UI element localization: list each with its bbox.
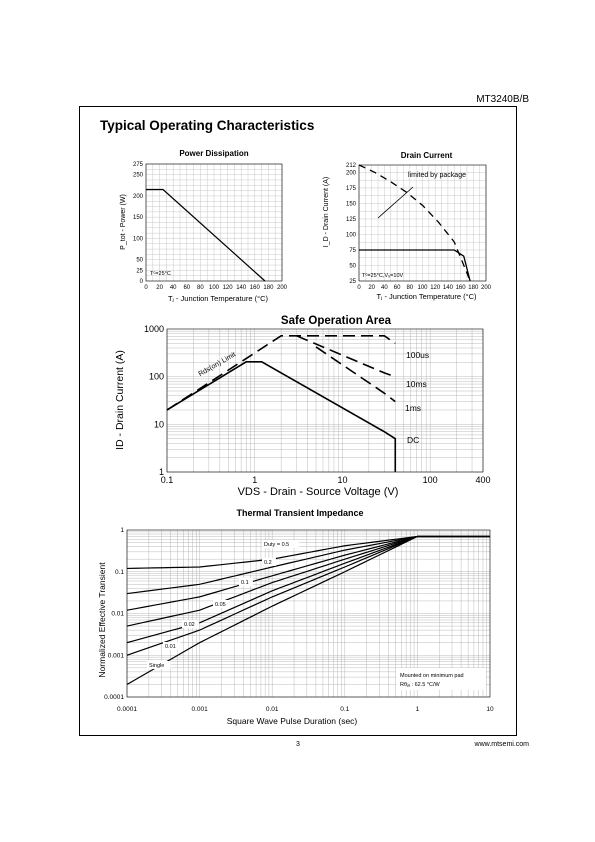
y-axis-label: ID - Drain Current (A): [114, 350, 126, 450]
x-tick-label: 100: [417, 285, 428, 291]
x-tick-label: 180: [263, 285, 274, 291]
y-tick-label: 175: [345, 185, 356, 192]
x-tick-label: 20: [368, 285, 376, 291]
x-axis-label: VDS - Drain - Source Voltage (V): [237, 486, 399, 498]
x-tick-label: 0.01: [265, 706, 279, 713]
y-tick-label: 100: [345, 232, 356, 239]
part-number: MT3240B/B: [476, 94, 529, 105]
y-tick-label: 25: [349, 279, 356, 285]
chart-title: Thermal Transient Impedance: [236, 508, 364, 518]
y-tick-label: 200: [132, 193, 143, 200]
y-tick-label: 150: [345, 201, 356, 208]
x-tick-label: 0.1: [160, 475, 174, 485]
x-tick-label: 140: [442, 285, 453, 291]
x-tick-label: 160: [455, 285, 466, 291]
y-tick-label: 1: [158, 467, 164, 477]
chart-title: Drain Current: [400, 151, 453, 160]
y-tick-label: 275: [132, 162, 143, 168]
y-tick-label: 10: [153, 419, 164, 430]
note-line-2: Rθⱼₐ : 62.5 °C/W: [400, 682, 440, 688]
series-label: 0.02: [184, 622, 195, 628]
x-tick-label: 40: [381, 285, 388, 291]
series-label: Single: [149, 663, 165, 669]
y-tick-label: 1: [120, 527, 124, 534]
series-line: [359, 165, 470, 281]
series-line: [146, 190, 265, 281]
annotation: Tᶜ=25°C: [150, 271, 171, 277]
x-tick-label: 100: [208, 285, 220, 291]
y-tick-label: 25: [136, 268, 143, 275]
series-line: [127, 536, 490, 568]
x-tick-label: 10: [486, 706, 494, 713]
y-tick-label: 50: [349, 263, 356, 270]
x-axis-label: Square Wave Pulse Duration (sec): [226, 716, 358, 726]
x-tick-label: 160: [249, 285, 260, 291]
series-line: [127, 536, 490, 626]
annotation-limited: limited by package: [408, 172, 466, 179]
x-tick-label: 10: [337, 475, 348, 485]
chart-title: Power Dissipation: [179, 149, 249, 158]
annotation-conditions: Tᶜ=25°C,V₉=10V: [362, 273, 404, 279]
x-tick-label: 180: [468, 285, 479, 291]
y-tick-label: 0.1: [114, 568, 124, 576]
x-tick-label: 200: [276, 285, 288, 291]
rdson-limit-label: Rds(on) Limit: [197, 351, 238, 379]
x-axis-label: Tⱼ - Junction Temperature (°C): [167, 294, 269, 303]
x-tick-label: 40: [169, 285, 177, 291]
y-tick-label: 200: [345, 170, 356, 177]
annotation-pointer: [378, 187, 413, 218]
y-tick-label: 100: [148, 371, 164, 382]
y-tick-label: 0.01: [111, 610, 124, 618]
series-label: Duty = 0.5: [264, 542, 290, 548]
x-tick-label: 0.001: [191, 706, 208, 713]
series-label: 1ms: [405, 403, 422, 413]
x-tick-label: 60: [393, 285, 401, 291]
series-line: [297, 336, 396, 377]
series-label: 0.2: [264, 560, 272, 566]
note-line-1: Mounted on minimum pad: [400, 673, 464, 679]
x-tick-label: 0: [357, 285, 361, 291]
x-tick-label: 80: [197, 285, 204, 291]
y-axis-label: I_D - Drain Current (A): [323, 176, 330, 248]
chart-title: Safe Operation Area: [280, 315, 392, 327]
y-tick-label: 150: [132, 215, 143, 222]
y-tick-label: 75: [349, 247, 356, 254]
x-tick-label: 1: [252, 475, 258, 485]
series-line: [127, 536, 490, 610]
y-axis-label: Normalized Effective Transient: [97, 562, 107, 678]
x-tick-label: 400: [475, 475, 491, 485]
x-tick-label: 100: [422, 475, 438, 485]
page-number: 3: [296, 741, 300, 748]
series-line: [127, 536, 490, 655]
series-label: 0.01: [165, 644, 176, 650]
page-title: Typical Operating Characteristics: [100, 118, 315, 133]
y-tick-label: 125: [345, 216, 356, 223]
x-tick-label: 140: [236, 285, 247, 291]
y-tick-label: 1000: [143, 324, 164, 334]
series-label: 0.05: [215, 602, 226, 608]
x-axis-label: Tⱼ - Junction Temperature (°C): [376, 292, 477, 301]
x-tick-label: 120: [430, 285, 441, 291]
series-label: 100us: [406, 350, 430, 360]
series-label: 10ms: [406, 379, 427, 389]
series-line: [316, 347, 395, 402]
y-tick-label: 0.0001: [104, 694, 124, 701]
x-tick-label: 60: [183, 285, 191, 291]
x-tick-label: 0.0001: [117, 706, 137, 713]
x-tick-label: 20: [156, 285, 163, 291]
footer-url: www.mtsemi.com: [474, 741, 529, 748]
x-tick-label: 0: [144, 285, 148, 291]
series-label: DC: [407, 435, 420, 445]
y-tick-label: 250: [132, 172, 143, 179]
y-tick-label: 50: [136, 257, 143, 264]
x-tick-label: 0.1: [340, 706, 350, 713]
y-axis-label: P_tot - Power (W): [120, 194, 127, 250]
x-tick-label: 120: [222, 285, 233, 291]
x-tick-label: 1: [415, 706, 420, 713]
y-tick-label: 0.001: [107, 652, 124, 660]
plot-area: [167, 329, 483, 472]
x-tick-label: 200: [480, 285, 492, 291]
series-label: 0.1: [241, 580, 249, 586]
y-tick-label: 100: [132, 236, 143, 243]
y-tick-label: 0: [139, 279, 143, 285]
x-tick-label: 80: [406, 285, 414, 291]
y-tick-label: 212: [345, 163, 356, 169]
